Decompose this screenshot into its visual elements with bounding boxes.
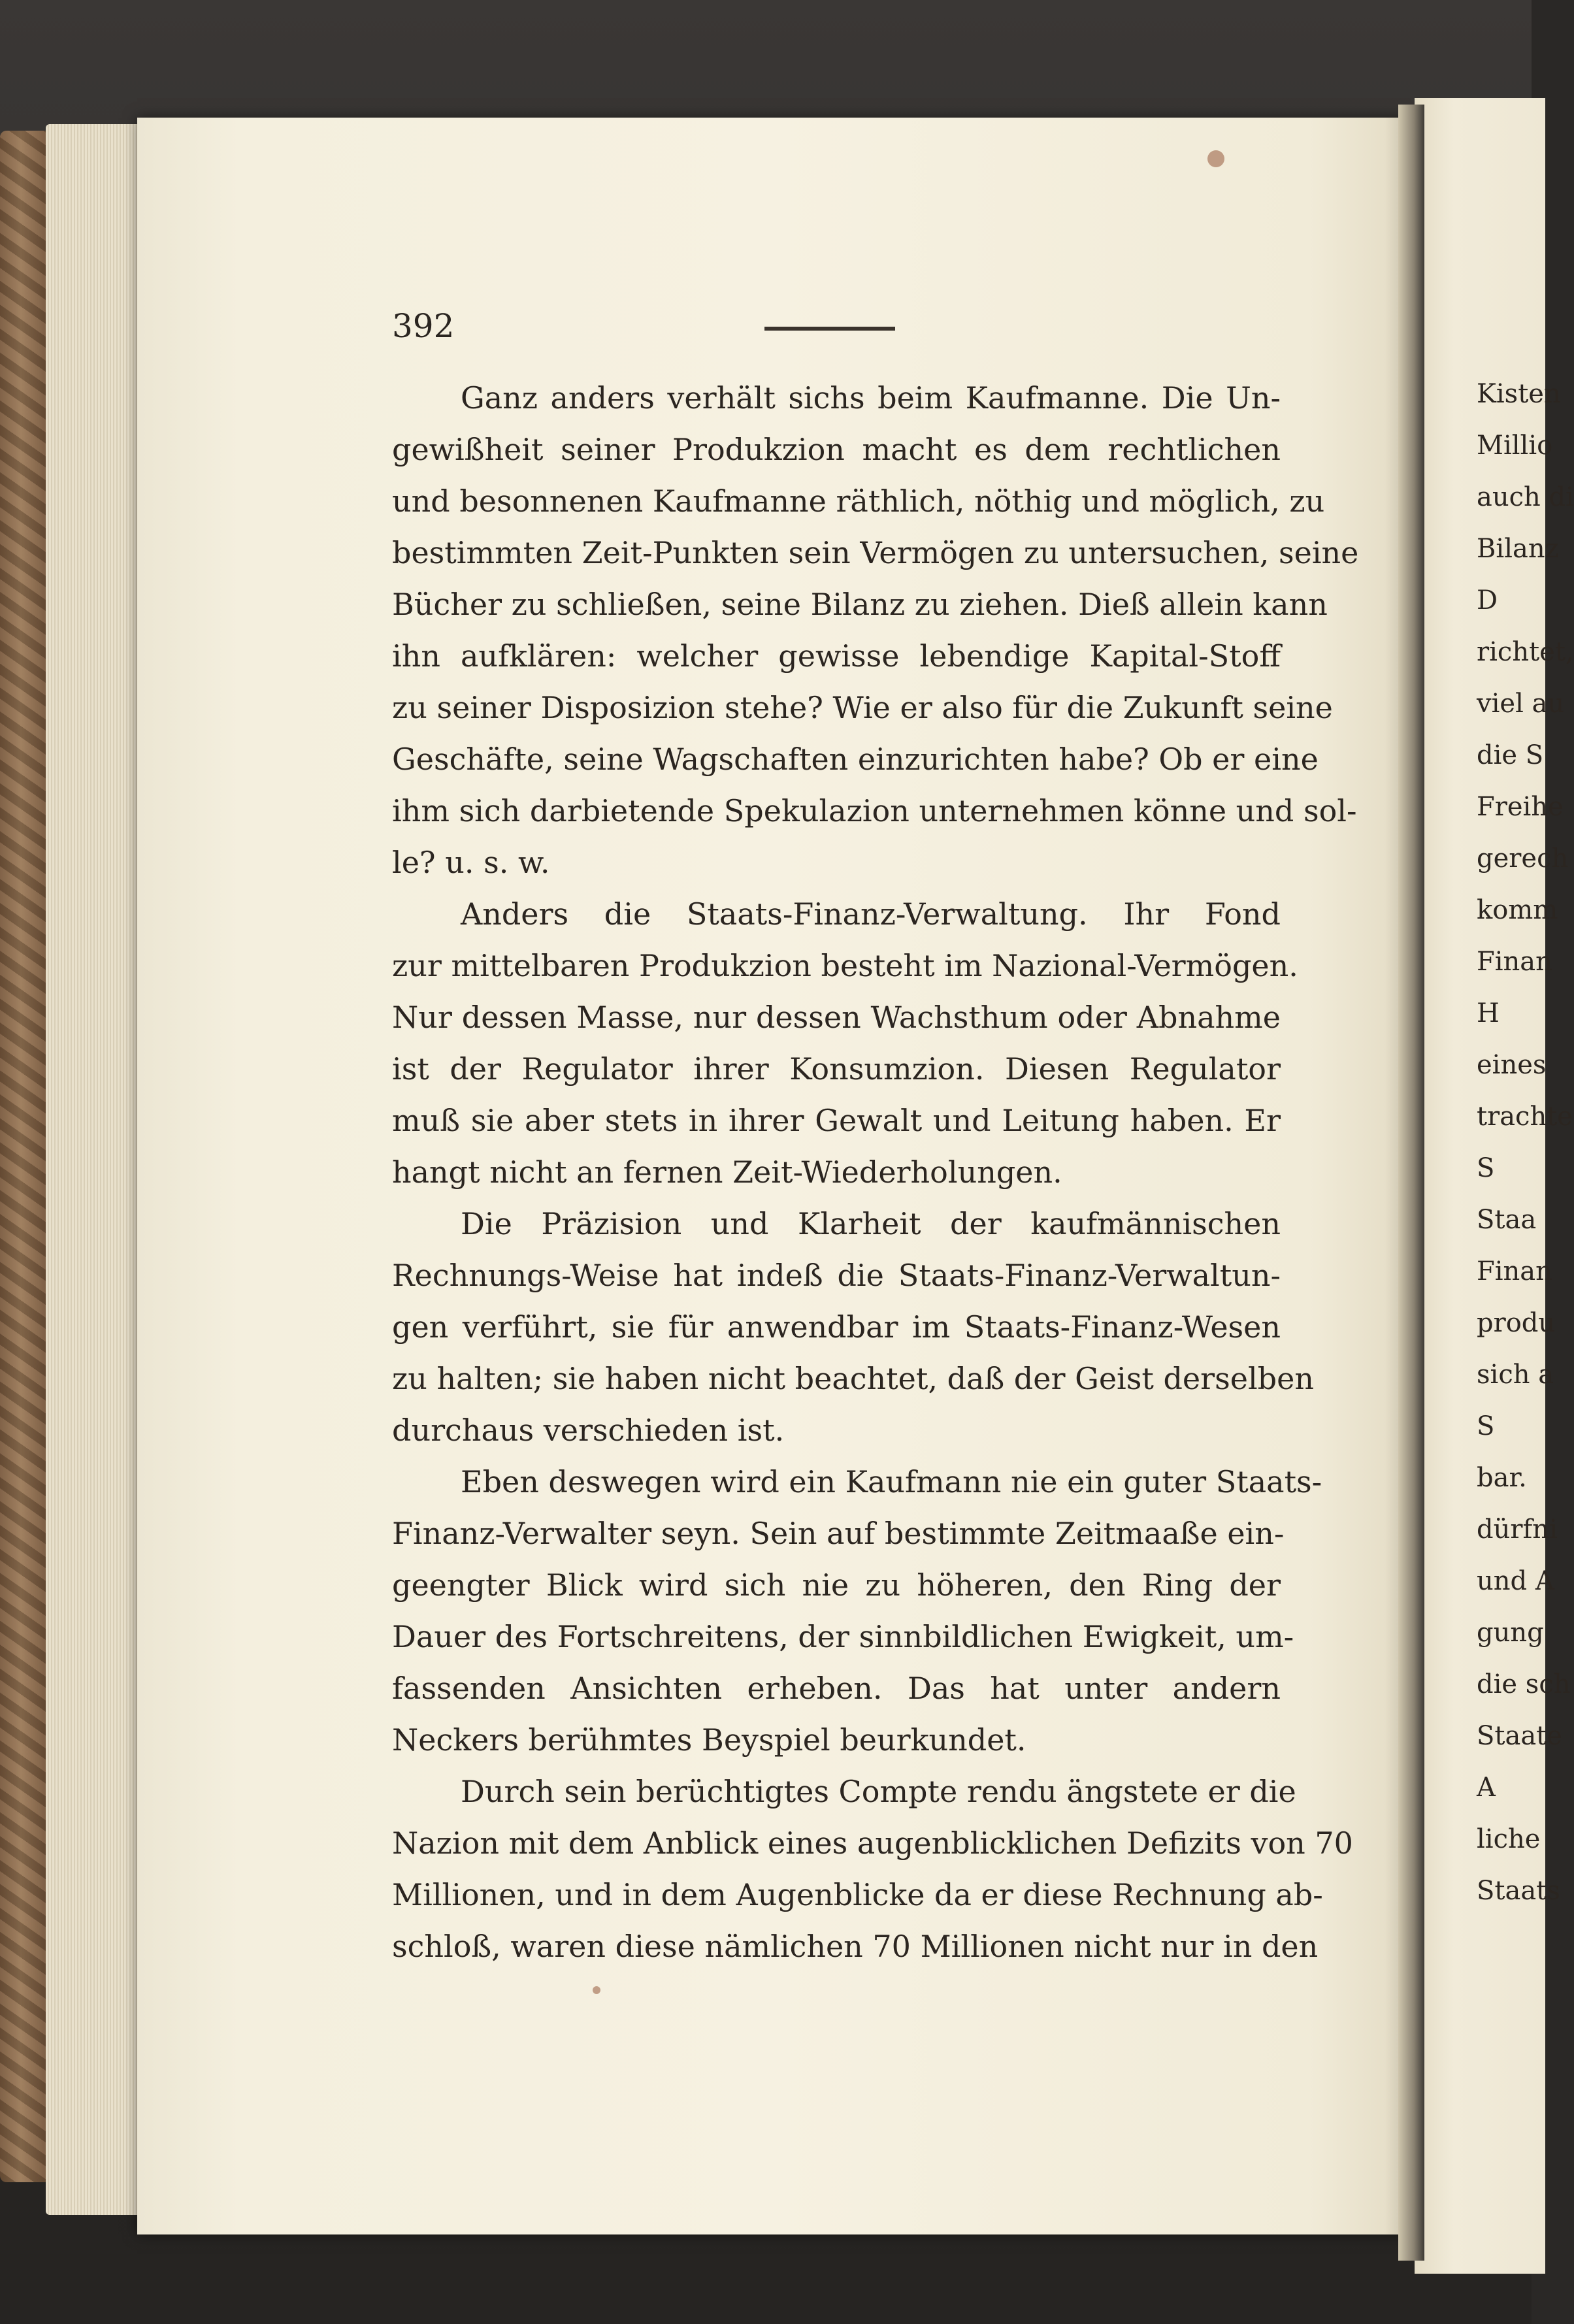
text-line: Eben deswegen wird ein Kaufmann nie ein guter Staats- (461, 1464, 1322, 1499)
facing-page-fragment: Staats (1477, 1876, 1560, 1906)
facing-page-fragment: bar. (1477, 1463, 1527, 1493)
facing-page-fragment: richtet, (1477, 637, 1574, 667)
facing-page-fragment: Bilanz (1477, 534, 1559, 564)
facing-page-fragment: auch di (1477, 482, 1574, 512)
text-line: Ganz anders verhält sichs beim Kaufmanne. Die Un- (461, 380, 1281, 416)
facing-page-fragment: H (1477, 998, 1500, 1028)
facing-page-fragment: produ (1477, 1308, 1556, 1338)
facing-page-fragment: Finan (1477, 1256, 1552, 1286)
ink-spot (1207, 150, 1224, 167)
facing-page-fragment: die S (1477, 740, 1544, 770)
text-line: Bücher zu schließen, seine Bilanz zu ziehen. Dieß allein kann (392, 587, 1328, 622)
text-line: Nur dessen Masse, nur dessen Wachsthum oder Abnahme (392, 1000, 1281, 1035)
ink-spot (593, 1986, 600, 1994)
text-line: Die Präzision und Klarheit der kaufmännischen (461, 1206, 1281, 1241)
text-line: durchaus verschieden ist. (392, 1413, 785, 1448)
facing-page-fragment: Finan (1477, 947, 1552, 977)
facing-page-fragment: Kisten (1477, 379, 1561, 409)
text-line: Rechnungs-Weise hat indeß die Staats-Finanz-Verwaltun- (392, 1258, 1281, 1293)
text-line: hangt nicht an fernen Zeit-Wiederholungen. (392, 1154, 1062, 1190)
text-line: Durch sein berüchtigtes Compte rendu ängstete er die (461, 1774, 1296, 1809)
text-line: Millionen, und in dem Augenblicke da er diese Rechnung ab- (392, 1877, 1323, 1912)
text-line: ihn aufklären: welcher gewisse lebendige Kapital-Stoff (392, 638, 1281, 674)
facing-page-fragment: S (1477, 1153, 1495, 1183)
body-text (392, 372, 1359, 1972)
text-line: ist der Regulator ihrer Konsumzion. Diesen Regulator (392, 1051, 1281, 1087)
facing-page-fragment: Millio (1477, 431, 1553, 461)
facing-page-fragment: sich a (1477, 1360, 1554, 1390)
text-line: le? u. s. w. (392, 845, 550, 880)
facing-page-fragment: trachte (1477, 1102, 1573, 1132)
text-line: zu halten; sie haben nicht beachtet, daß der Geist derselben (392, 1361, 1314, 1396)
text-line: gewißheit seiner Produkzion macht es dem rechtlichen (392, 432, 1281, 467)
right-page-fragment (1415, 98, 1574, 2274)
text-line: Neckers berühmtes Beyspiel beurkundet. (392, 1722, 1026, 1758)
text-line: bestimmten Zeit-Punkten sein Vermögen zu untersuchen, seine (392, 535, 1359, 570)
page-header (392, 307, 1281, 353)
facing-page-fragment: Staate (1477, 1721, 1562, 1751)
text-line: schloß, waren diese nämlichen 70 Millionen nicht nur in den (392, 1929, 1319, 1964)
facing-page-fragment: gerech (1477, 843, 1569, 874)
text-line: fassenden Ansichten erheben. Das hat unter andern (392, 1671, 1281, 1706)
facing-page-fragment: die sch (1477, 1669, 1571, 1699)
facing-page-fragment: liche (1477, 1824, 1541, 1854)
text-line: Finanz-Verwalter seyn. Sein auf bestimmte Zeitmaaße ein- (392, 1516, 1285, 1551)
text-line: zur mittelbaren Produkzion besteht im Nazional-Vermögen. (392, 948, 1298, 983)
facing-page-fragment: komm (1477, 895, 1558, 925)
book-cover-edge (0, 131, 52, 2182)
facing-page-fragment: und A (1477, 1566, 1554, 1596)
page-number: 392 (392, 307, 455, 345)
text-line: Geschäfte, seine Wagschaften einzurichten habe? Ob er eine (392, 742, 1319, 777)
facing-page-fragment: dürfni (1477, 1514, 1558, 1545)
text-line: Anders die Staats-Finanz-Verwaltung. Ihr Fond (461, 896, 1281, 932)
text-line: Nazion mit dem Anblick eines augenblicklichen Defizits von 70 (392, 1825, 1353, 1861)
text-line: ihm sich darbietende Spekulazion unternehmen könne und sol- (392, 793, 1357, 828)
facing-page-fragment: Freihe (1477, 792, 1564, 822)
facing-page-fragment: Staa (1477, 1205, 1537, 1235)
text-line: muß sie aber stets in ihrer Gewalt und Leitung haben. Er (392, 1103, 1281, 1138)
facing-page-fragment: gung (1477, 1618, 1544, 1648)
facing-page-fragment: S (1477, 1411, 1495, 1441)
text-line: und besonnenen Kaufmanne räthlich, nöthig und möglich, zu (392, 483, 1325, 519)
book-gutter (1398, 105, 1424, 2261)
facing-page-fragment: D (1477, 585, 1498, 615)
header-rule (764, 327, 895, 331)
facing-page-fragment: A (1477, 1773, 1496, 1803)
text-line: Dauer des Fortschreitens, der sinnbildlichen Ewigkeit, um- (392, 1619, 1294, 1654)
text-line: gen verführt, sie für anwendbar im Staats-Finanz-Wesen (392, 1309, 1281, 1345)
facing-page-fragment: viel au (1477, 689, 1565, 719)
text-line: geengter Blick wird sich nie zu höheren, den Ring der (392, 1567, 1281, 1603)
text-line: zu seiner Disposizion stehe? Wie er also für die Zukunft seine (392, 690, 1333, 725)
facing-page-fragment: eines (1477, 1050, 1547, 1080)
